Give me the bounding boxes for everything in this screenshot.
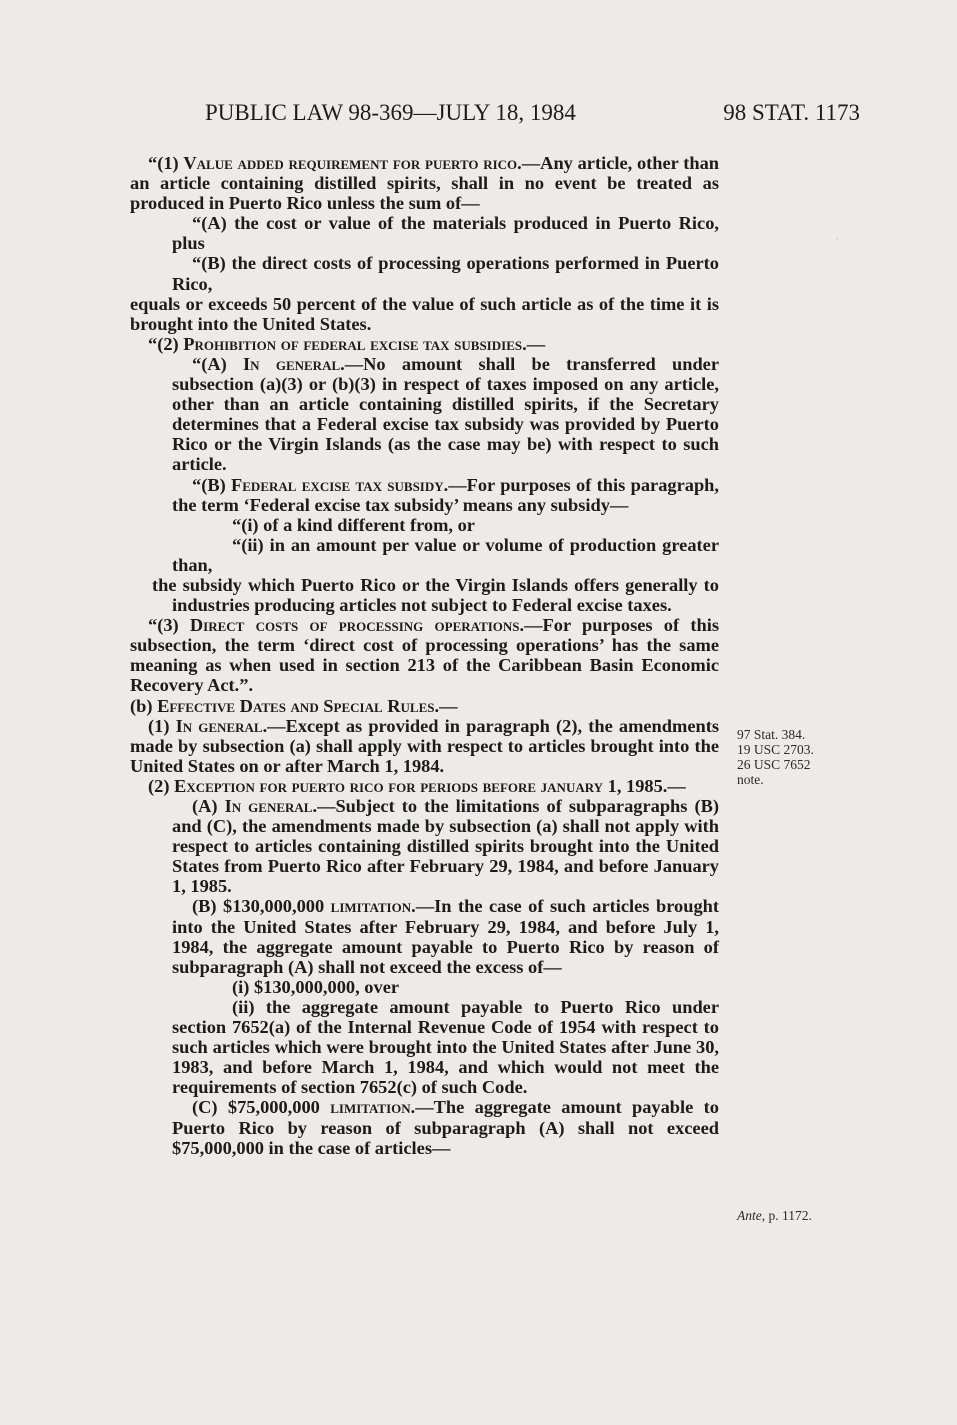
header-stat-page: 98 STAT. 1173 bbox=[723, 100, 860, 125]
paragraph-number: (A) bbox=[192, 796, 225, 816]
paragraph-text: —Except as provided in paragraph (2), the amendments made by subsection (a) shall apply with respect to articles brought into the United States on or after March 1, 1984. bbox=[130, 715, 720, 776]
margin-note-line: 19 USC 2703. bbox=[737, 742, 814, 757]
paragraph-text: —The aggregate amount payable to Puerto Rico by reason of subparagraph (A) shall not exceed $75,000,000 in the case of articles— bbox=[172, 1097, 719, 1158]
statute-paragraph bbox=[130, 776, 719, 796]
header-law-title: PUBLIC LAW 98-369—JULY 18, 1984 bbox=[205, 100, 576, 125]
paragraph-text: —Subject to the limitations of subparagraphs (B) and (C), the amendments made by subsection (a) shall not apply with respect to articles containing distilled spirits brought into the United States from Puerto Rico after February 29, 1984, and before January 1, 1985. bbox=[172, 796, 719, 897]
paragraph-heading: $130,000,000 limitation. bbox=[223, 896, 416, 917]
statute-paragraph bbox=[130, 896, 719, 976]
paragraph-heading: Value added requirement for puerto rico. bbox=[183, 153, 522, 173]
statute-paragraph bbox=[130, 253, 719, 293]
paragraph-number: (b) bbox=[130, 695, 158, 716]
paragraph-text: —For purposes of this paragraph, the term ‘Federal excise tax subsidy’ means any subsidy— bbox=[172, 474, 719, 515]
paragraph-number: “(B) bbox=[192, 474, 232, 495]
statute-paragraph bbox=[130, 475, 719, 515]
paragraph-text: “(ii) in an amount per value or volume of production greater than, bbox=[172, 534, 719, 575]
margin-note-line: 97 Stat. 384. bbox=[737, 727, 806, 742]
paragraph-text: “(A) the cost or value of the materials produced in Puerto Rico, plus bbox=[172, 213, 719, 254]
statute-paragraph bbox=[130, 977, 719, 997]
paragraph-text: — bbox=[526, 333, 546, 354]
paragraph-text: —In the case of such articles brought into the United States after February 29, 1984, and before July 1, 1984, the aggregate amount payable to Puerto Rico by reason of subparagraph (A) shall not exceed the excess of— bbox=[172, 896, 719, 977]
paragraph-heading: Exception for puerto rico for periods before january 1, 1985. bbox=[174, 775, 668, 796]
statute-paragraph bbox=[130, 796, 719, 896]
statute-paragraph bbox=[130, 615, 719, 695]
paragraph-text: equals or exceeds 50 percent of the value of such article as of the time it is brought into the United States. bbox=[130, 293, 719, 334]
paragraph-number: (C) bbox=[192, 1097, 228, 1118]
statute-paragraph bbox=[130, 213, 719, 253]
margin-note-line: note. bbox=[737, 772, 764, 787]
paragraph-number: “(1) bbox=[148, 153, 184, 173]
statute-paragraph bbox=[130, 716, 719, 776]
paragraph-text: “(i) of a kind different from, or bbox=[232, 514, 475, 535]
paragraph-text: (ii) the aggregate amount payable to Puerto Rico under section 7652(a) of the Internal Revenue Code of 1954 with respect to such articles which were brought into the United States after June 30, 1983, and before March 1, 1984, and which would not meet the requirements of section 7652(c) of such Code. bbox=[172, 996, 719, 1098]
statute-paragraph bbox=[130, 153, 719, 213]
paragraph-text: —For purposes of this subsection, the term ‘direct cost of processing operations’ has the same meaning as when used in section 213 of the Caribbean Basin Economic Recovery Act.”. bbox=[130, 615, 719, 696]
paragraph-number: (1) bbox=[148, 715, 176, 736]
paragraph-text: (i) $130,000,000, over bbox=[232, 976, 400, 997]
statute-paragraph bbox=[130, 294, 719, 334]
margin-citation-stat-384 bbox=[737, 727, 814, 787]
paragraph-text: — bbox=[667, 775, 686, 796]
paragraph-heading: Prohibition of federal excise tax subsidies. bbox=[183, 333, 527, 354]
statute-paragraph bbox=[130, 535, 719, 575]
paragraph-number: (2) bbox=[148, 775, 175, 796]
statute-body bbox=[130, 153, 719, 1158]
paragraph-heading: In general. bbox=[224, 796, 318, 816]
paragraph-heading: Federal excise tax subsidy. bbox=[231, 474, 449, 495]
paragraph-number: “(2) bbox=[148, 333, 184, 354]
paragraph-heading: In general. bbox=[243, 353, 345, 374]
statute-paragraph bbox=[130, 354, 719, 475]
statute-paragraph bbox=[130, 696, 719, 716]
margin-note-line: 26 USC 7652 bbox=[737, 757, 811, 772]
margin-citation-ante bbox=[737, 1208, 812, 1223]
paragraph-heading: Effective Dates and Special Rules. bbox=[157, 695, 440, 716]
statute-paragraph bbox=[130, 1097, 719, 1157]
paragraph-heading: Direct costs of processing operations. bbox=[189, 615, 525, 636]
bleed-through-text: . bbox=[835, 225, 840, 244]
statute-paragraph bbox=[130, 575, 719, 615]
paragraph-number: “(3) bbox=[148, 615, 190, 636]
paragraph-text: the subsidy which Puerto Rico or the Virgin Islands offers generally to industries producing articles not subject to Federal excise taxes. bbox=[152, 574, 719, 616]
paragraph-text: —Any article, other than an article containing distilled spirits, shall in no event be treated as produced in Puerto Rico unless the sum of— bbox=[130, 153, 719, 214]
paragraph-heading: $75,000,000 limitation. bbox=[227, 1097, 416, 1118]
margin-note-ante: Ante, bbox=[737, 1208, 766, 1223]
paragraph-heading: In general. bbox=[175, 715, 268, 736]
paragraph-number: “(A) bbox=[192, 353, 244, 374]
statute-paragraph bbox=[130, 997, 719, 1097]
statute-paragraph bbox=[130, 515, 719, 535]
paragraph-text: — bbox=[439, 695, 458, 716]
margin-note-page: p. 1172. bbox=[765, 1208, 812, 1223]
paragraph-text: —No amount shall be transferred under subsection (a)(3) or (b)(3) in respect of taxes imposed on any article, other than an article containing distilled spirits, if the Secretary determines that a Federal excise tax subsidy was provided by Puerto Rico or the Virgin Islands (as the case may be) with respect to such article. bbox=[172, 353, 720, 475]
statute-paragraph bbox=[130, 334, 719, 354]
paragraph-number: (B) bbox=[192, 896, 224, 917]
paragraph-text: “(B) the direct costs of processing operations performed in Puerto Rico, bbox=[172, 253, 719, 294]
page-header bbox=[205, 100, 860, 126]
